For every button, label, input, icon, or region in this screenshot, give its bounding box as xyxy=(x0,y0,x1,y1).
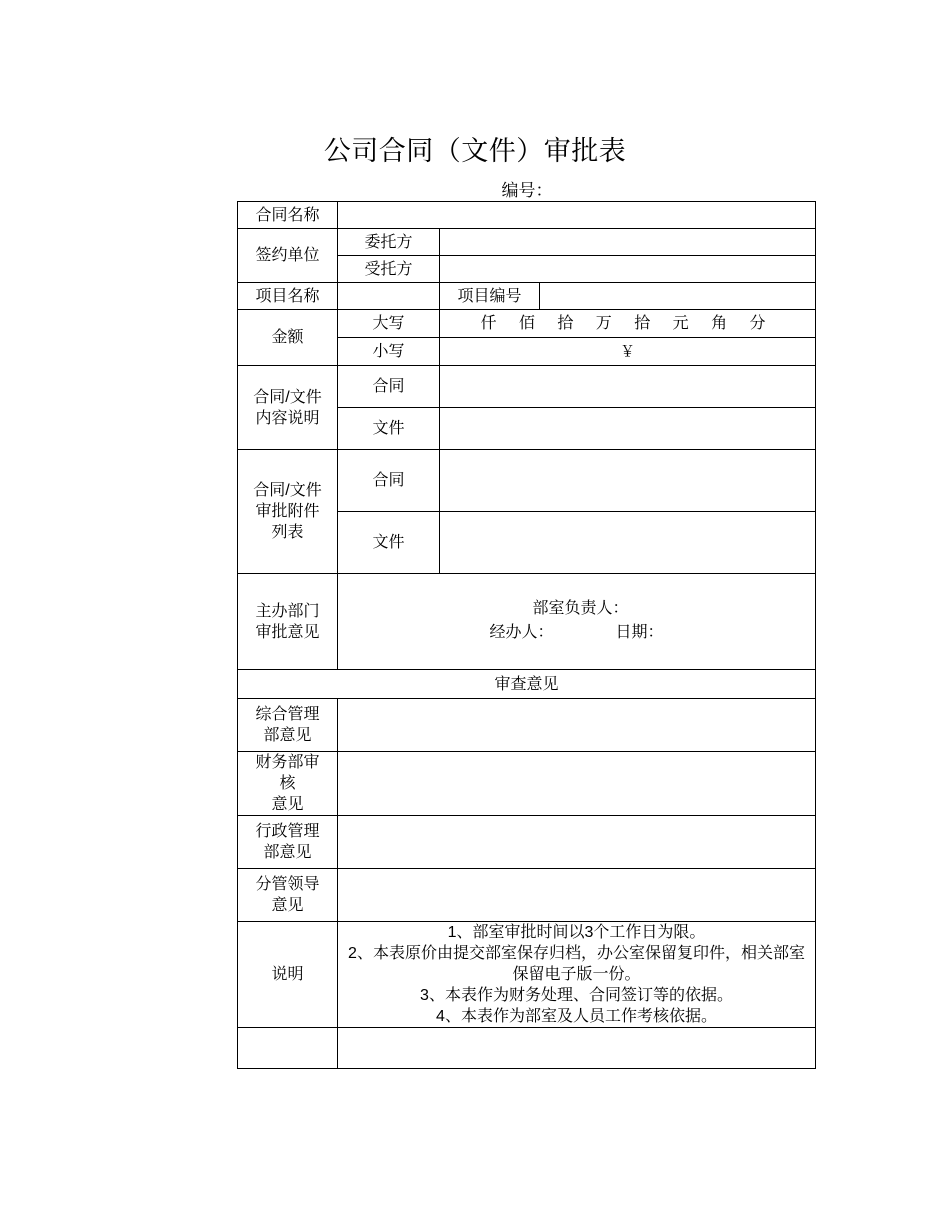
finance-opinion-label-line1: 财务部审 xyxy=(255,754,320,771)
table-row xyxy=(238,450,816,512)
leader-opinion-label-line1: 分管领导 xyxy=(255,876,320,893)
host-dept-opinion-label-line2: 审批意见 xyxy=(255,623,320,641)
finance-opinion-value[interactable] xyxy=(338,752,816,816)
project-name-value[interactable] xyxy=(338,283,440,310)
amount-units-row[interactable]: 仟 佰 拾 万 拾 元 角 分 xyxy=(440,310,816,338)
general-management-opinion-label-line1: 综合管理 xyxy=(255,706,320,723)
project-number-label: 项目编号 xyxy=(440,283,540,310)
handler-and-date-line xyxy=(342,621,811,645)
attachment-contract-value[interactable] xyxy=(440,450,816,512)
table-row xyxy=(238,366,816,408)
table-row xyxy=(238,670,816,699)
entrusted-party-value[interactable] xyxy=(440,256,816,283)
entrusted-party-label: 受托方 xyxy=(338,256,440,283)
trailing-row-label xyxy=(238,1028,338,1069)
contract-name-label: 合同名称 xyxy=(238,202,338,229)
attachment-list-label-line3: 列表 xyxy=(271,524,304,541)
leader-opinion-label xyxy=(238,869,338,922)
content-description-label-line2: 内容说明 xyxy=(255,409,320,427)
table-row xyxy=(238,283,816,310)
general-management-opinion-value[interactable] xyxy=(338,699,816,752)
page-bottom-clip xyxy=(0,1113,950,1230)
amount-lowercase-label: 小写 xyxy=(338,338,440,366)
amount-label: 金额 xyxy=(238,310,338,366)
amount-uppercase-label: 大写 xyxy=(338,310,440,338)
table-row xyxy=(238,574,816,670)
finance-opinion-label-line3: 意见 xyxy=(271,796,304,813)
entrusting-party-value[interactable] xyxy=(440,229,816,256)
contract-name-value[interactable] xyxy=(338,202,816,229)
review-opinion-header: 审查意见 xyxy=(238,670,816,699)
leader-opinion-value[interactable] xyxy=(338,869,816,922)
table-row xyxy=(238,1028,816,1069)
project-number-value[interactable] xyxy=(540,283,816,310)
table-row xyxy=(238,310,816,338)
date-label: 日期： xyxy=(615,623,664,641)
general-management-opinion-label xyxy=(238,699,338,752)
admin-management-opinion-label-line2: 部意见 xyxy=(263,844,312,861)
table-row xyxy=(238,922,816,1028)
finance-opinion-label-line2: 核 xyxy=(279,775,296,792)
content-document-value[interactable] xyxy=(440,408,816,450)
admin-management-opinion-label-line1: 行政管理 xyxy=(255,823,320,840)
table-row xyxy=(238,869,816,922)
admin-management-opinion-label xyxy=(238,816,338,869)
table-row xyxy=(238,202,816,229)
serial-number-label: 编号： xyxy=(501,181,553,200)
note-item: 2、本表原价由提交部室保存归档，办公室保留复印件，相关部室保留电子版一份。 xyxy=(348,945,805,983)
content-description-label xyxy=(238,366,338,450)
attachment-list-label xyxy=(238,450,338,574)
attachment-list-label-line1: 合同/文件 xyxy=(253,482,322,499)
amount-currency-symbol[interactable]: ￥ xyxy=(440,338,816,366)
content-contract-label: 合同 xyxy=(338,366,440,408)
attachment-document-value[interactable] xyxy=(440,512,816,574)
dept-head-signature-label: 部室负责人： xyxy=(532,599,629,617)
host-dept-opinion-label xyxy=(238,574,338,670)
handler-label: 经办人： xyxy=(489,623,554,641)
attachment-list-label-line2: 审批附件 xyxy=(255,503,320,520)
note-item: 1、部室审批时间以3个工作日为限。 xyxy=(447,924,706,941)
leader-opinion-label-line2: 意见 xyxy=(271,897,304,914)
project-name-label: 项目名称 xyxy=(238,283,338,310)
contract-approval-form xyxy=(237,201,816,1069)
page-title: 公司合同（文件）审批表 xyxy=(323,136,627,166)
admin-management-opinion-value[interactable] xyxy=(338,816,816,869)
host-dept-opinion-value[interactable] xyxy=(338,574,816,670)
table-row xyxy=(238,229,816,256)
table-row xyxy=(238,816,816,869)
table-row xyxy=(238,752,816,816)
general-management-opinion-label-line2: 部意见 xyxy=(263,727,312,744)
entrusting-party-label: 委托方 xyxy=(338,229,440,256)
host-dept-opinion-label-line1: 主办部门 xyxy=(255,602,320,620)
notes-label: 说明 xyxy=(238,922,338,1028)
trailing-row-value[interactable] xyxy=(338,1028,816,1069)
finance-opinion-label xyxy=(238,752,338,816)
content-description-label-line1: 合同/文件 xyxy=(253,388,322,406)
attachment-contract-label: 合同 xyxy=(338,450,440,512)
table-row xyxy=(238,699,816,752)
attachment-document-label: 文件 xyxy=(338,512,440,574)
content-document-label: 文件 xyxy=(338,408,440,450)
notes-content xyxy=(338,922,816,1028)
note-item: 3、本表作为财务处理、合同签订等的依据。 xyxy=(420,987,733,1004)
signing-unit-label: 签约单位 xyxy=(238,229,338,283)
note-item: 4、本表作为部室及人员工作考核依据。 xyxy=(436,1008,717,1025)
content-contract-value[interactable] xyxy=(440,366,816,408)
